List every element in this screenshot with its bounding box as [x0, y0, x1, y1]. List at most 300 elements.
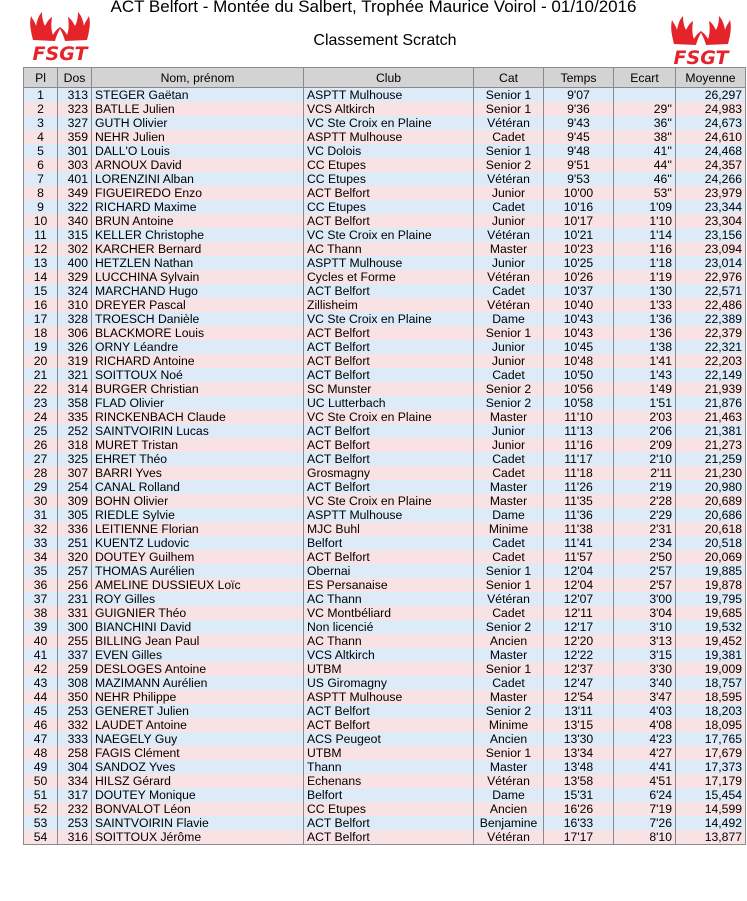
- time-cell: 11'41: [544, 536, 614, 550]
- rank-cell: 21: [24, 368, 58, 382]
- category-cell: Senior 2: [474, 382, 544, 396]
- club-cell: Non licencié: [304, 620, 474, 634]
- table-row: [24, 732, 746, 746]
- gap-cell: 29'': [614, 102, 676, 116]
- table-row: [24, 158, 746, 172]
- gap-cell: 2'19: [614, 480, 676, 494]
- category-cell: Cadet: [474, 200, 544, 214]
- logo-text: FSGT: [673, 47, 729, 66]
- club-cell: VC Ste Croix en Plaine: [304, 410, 474, 424]
- category-cell: Dame: [474, 312, 544, 326]
- table-row: [24, 690, 746, 704]
- table-row: [24, 102, 746, 116]
- category-cell: Ancien: [474, 802, 544, 816]
- table-row: [24, 326, 746, 340]
- time-cell: 13'58: [544, 774, 614, 788]
- rank-cell: 24: [24, 410, 58, 424]
- fsgt-logo-icon: [668, 14, 734, 66]
- table-row: [24, 88, 746, 103]
- average-cell: 18,595: [676, 690, 746, 704]
- category-cell: Junior: [474, 256, 544, 270]
- average-cell: 20,518: [676, 536, 746, 550]
- category-cell: Cadet: [474, 550, 544, 564]
- bib-cell: 317: [58, 788, 92, 802]
- table-row: [24, 312, 746, 326]
- name-cell: KUENTZ Ludovic: [92, 536, 304, 550]
- name-cell: EHRET Théo: [92, 452, 304, 466]
- club-cell: AC Thann: [304, 592, 474, 606]
- category-cell: Junior: [474, 214, 544, 228]
- club-cell: VCS Altkirch: [304, 102, 474, 116]
- table-row: [24, 130, 746, 144]
- time-cell: 10'45: [544, 340, 614, 354]
- name-cell: BIANCHINI David: [92, 620, 304, 634]
- rank-cell: 14: [24, 270, 58, 284]
- bib-cell: 333: [58, 732, 92, 746]
- rank-cell: 47: [24, 732, 58, 746]
- bib-cell: 322: [58, 200, 92, 214]
- category-cell: Senior 2: [474, 620, 544, 634]
- rank-cell: 8: [24, 186, 58, 200]
- table-row: [24, 200, 746, 214]
- rank-cell: 42: [24, 662, 58, 676]
- category-cell: Master: [474, 242, 544, 256]
- bib-cell: 321: [58, 368, 92, 382]
- gap-cell: 1'14: [614, 228, 676, 242]
- bib-cell: 254: [58, 480, 92, 494]
- average-cell: 22,976: [676, 270, 746, 284]
- club-cell: ACT Belfort: [304, 718, 474, 732]
- rank-cell: 19: [24, 340, 58, 354]
- club-cell: ACT Belfort: [304, 326, 474, 340]
- category-cell: Vétéran: [474, 228, 544, 242]
- time-cell: 12'47: [544, 676, 614, 690]
- gap-cell: 1'36: [614, 312, 676, 326]
- category-cell: Master: [474, 410, 544, 424]
- rank-cell: 44: [24, 690, 58, 704]
- rank-cell: 37: [24, 592, 58, 606]
- category-cell: Dame: [474, 788, 544, 802]
- average-cell: 22,149: [676, 368, 746, 382]
- time-cell: 12'37: [544, 662, 614, 676]
- column-header-dos: Dos: [58, 68, 92, 88]
- rank-cell: 4: [24, 130, 58, 144]
- rank-cell: 6: [24, 158, 58, 172]
- gap-cell: 2'57: [614, 564, 676, 578]
- table-row: [24, 354, 746, 368]
- table-row: [24, 816, 746, 830]
- category-cell: Ancien: [474, 634, 544, 648]
- club-cell: ACT Belfort: [304, 340, 474, 354]
- club-cell: ACT Belfort: [304, 452, 474, 466]
- table-row: [24, 452, 746, 466]
- average-cell: 22,571: [676, 284, 746, 298]
- bib-cell: 350: [58, 690, 92, 704]
- time-cell: 16'26: [544, 802, 614, 816]
- bib-cell: 328: [58, 312, 92, 326]
- bib-cell: 334: [58, 774, 92, 788]
- fsgt-logo-icon: [27, 10, 93, 62]
- club-cell: ACT Belfort: [304, 354, 474, 368]
- gap-cell: 53'': [614, 186, 676, 200]
- time-cell: 10'37: [544, 284, 614, 298]
- gap-cell: 1'16: [614, 242, 676, 256]
- results-body: [24, 88, 746, 845]
- gap-cell: 3'15: [614, 648, 676, 662]
- table-row: [24, 340, 746, 354]
- club-cell: ACT Belfort: [304, 368, 474, 382]
- category-cell: Cadet: [474, 130, 544, 144]
- average-cell: 19,009: [676, 662, 746, 676]
- club-cell: Grosmagny: [304, 466, 474, 480]
- table-row: [24, 746, 746, 760]
- category-cell: Senior 2: [474, 158, 544, 172]
- category-cell: Senior 2: [474, 396, 544, 410]
- average-cell: 21,939: [676, 382, 746, 396]
- average-cell: 14,599: [676, 802, 746, 816]
- time-cell: 10'50: [544, 368, 614, 382]
- time-cell: 10'43: [544, 312, 614, 326]
- table-row: [24, 774, 746, 788]
- bib-cell: 327: [58, 116, 92, 130]
- bib-cell: 256: [58, 578, 92, 592]
- bib-cell: 305: [58, 508, 92, 522]
- table-row: [24, 382, 746, 396]
- name-cell: ORNY Léandre: [92, 340, 304, 354]
- category-cell: Vétéran: [474, 116, 544, 130]
- gap-cell: 1'10: [614, 214, 676, 228]
- name-cell: LAUDET Antoine: [92, 718, 304, 732]
- bib-cell: 340: [58, 214, 92, 228]
- average-cell: 24,266: [676, 172, 746, 186]
- gap-cell: 3'00: [614, 592, 676, 606]
- bib-cell: 329: [58, 270, 92, 284]
- bib-cell: 335: [58, 410, 92, 424]
- time-cell: 10'26: [544, 270, 614, 284]
- rank-cell: 27: [24, 452, 58, 466]
- time-cell: 13'11: [544, 704, 614, 718]
- club-cell: UTBM: [304, 662, 474, 676]
- gap-cell: 2'34: [614, 536, 676, 550]
- page-subtitle: Classement Scratch: [313, 32, 457, 49]
- rank-cell: 26: [24, 438, 58, 452]
- gap-cell: 1'41: [614, 354, 676, 368]
- category-cell: Vétéran: [474, 298, 544, 312]
- club-cell: ASPTT Mulhouse: [304, 256, 474, 270]
- average-cell: 20,686: [676, 508, 746, 522]
- rank-cell: 18: [24, 326, 58, 340]
- rank-cell: 49: [24, 760, 58, 774]
- average-cell: 18,203: [676, 704, 746, 718]
- rank-cell: 11: [24, 228, 58, 242]
- bib-cell: 252: [58, 424, 92, 438]
- table-row: [24, 606, 746, 620]
- gap-cell: 2'31: [614, 522, 676, 536]
- gap-cell: 1'09: [614, 200, 676, 214]
- table-row: [24, 634, 746, 648]
- gap-cell: 2'50: [614, 550, 676, 564]
- bib-cell: 231: [58, 592, 92, 606]
- average-cell: 20,980: [676, 480, 746, 494]
- bib-cell: 313: [58, 88, 92, 103]
- average-cell: 24,468: [676, 144, 746, 158]
- time-cell: 10'56: [544, 382, 614, 396]
- gap-cell: 41'': [614, 144, 676, 158]
- table-row: [24, 760, 746, 774]
- average-cell: 13,877: [676, 830, 746, 845]
- name-cell: HETZLEN Nathan: [92, 256, 304, 270]
- average-cell: 14,492: [676, 816, 746, 830]
- column-header-time: Temps: [544, 68, 614, 88]
- average-cell: 22,321: [676, 340, 746, 354]
- time-cell: 16'33: [544, 816, 614, 830]
- rank-cell: 39: [24, 620, 58, 634]
- average-cell: 23,094: [676, 242, 746, 256]
- bib-cell: 359: [58, 130, 92, 144]
- time-cell: 9'53: [544, 172, 614, 186]
- club-cell: UTBM: [304, 746, 474, 760]
- average-cell: 17,765: [676, 732, 746, 746]
- table-row: [24, 662, 746, 676]
- average-cell: 17,179: [676, 774, 746, 788]
- name-cell: RICHARD Maxime: [92, 200, 304, 214]
- club-cell: CC Etupes: [304, 158, 474, 172]
- bib-cell: 318: [58, 438, 92, 452]
- average-cell: 15,454: [676, 788, 746, 802]
- name-cell: DOUTEY Guilhem: [92, 550, 304, 564]
- gap-cell: 7'19: [614, 802, 676, 816]
- column-header-gap: Ecart: [614, 68, 676, 88]
- table-row: [24, 578, 746, 592]
- column-header-average: Moyenne: [676, 68, 746, 88]
- bib-cell: 302: [58, 242, 92, 256]
- average-cell: 21,381: [676, 424, 746, 438]
- table-row: [24, 508, 746, 522]
- bib-cell: 253: [58, 704, 92, 718]
- time-cell: 13'48: [544, 760, 614, 774]
- average-cell: 19,532: [676, 620, 746, 634]
- table-row: [24, 228, 746, 242]
- rank-cell: 48: [24, 746, 58, 760]
- table-row: [24, 256, 746, 270]
- rank-cell: 29: [24, 480, 58, 494]
- bib-cell: 337: [58, 648, 92, 662]
- table-row: [24, 116, 746, 130]
- table-row: [24, 550, 746, 564]
- club-cell: ACT Belfort: [304, 214, 474, 228]
- gap-cell: 1'18: [614, 256, 676, 270]
- club-cell: VC Montbéliard: [304, 606, 474, 620]
- average-cell: 21,259: [676, 452, 746, 466]
- rank-cell: 36: [24, 578, 58, 592]
- time-cell: 12'11: [544, 606, 614, 620]
- bib-cell: 307: [58, 466, 92, 480]
- gap-cell: 3'40: [614, 676, 676, 690]
- name-cell: BILLING Jean Paul: [92, 634, 304, 648]
- rank-cell: 7: [24, 172, 58, 186]
- name-cell: DOUTEY Monique: [92, 788, 304, 802]
- club-cell: Obernai: [304, 564, 474, 578]
- rank-cell: 23: [24, 396, 58, 410]
- average-cell: 17,679: [676, 746, 746, 760]
- name-cell: SOITTOUX Noé: [92, 368, 304, 382]
- gap-cell: 2'09: [614, 438, 676, 452]
- table-row: [24, 298, 746, 312]
- average-cell: 26,297: [676, 88, 746, 103]
- table-row: [24, 172, 746, 186]
- time-cell: 10'16: [544, 200, 614, 214]
- name-cell: LUCCHINA Sylvain: [92, 270, 304, 284]
- rank-cell: 2: [24, 102, 58, 116]
- club-cell: CC Etupes: [304, 802, 474, 816]
- name-cell: SAINTVOIRIN Lucas: [92, 424, 304, 438]
- club-cell: Belfort: [304, 536, 474, 550]
- category-cell: Junior: [474, 340, 544, 354]
- category-cell: Senior 1: [474, 578, 544, 592]
- name-cell: BLACKMORE Louis: [92, 326, 304, 340]
- club-cell: MJC Buhl: [304, 522, 474, 536]
- gap-cell: 1'36: [614, 326, 676, 340]
- rank-cell: 51: [24, 788, 58, 802]
- category-cell: Junior: [474, 186, 544, 200]
- table-row: [24, 494, 746, 508]
- gap-cell: 2'11: [614, 466, 676, 480]
- category-cell: Vétéran: [474, 774, 544, 788]
- table-row: [24, 802, 746, 816]
- rank-cell: 53: [24, 816, 58, 830]
- time-cell: 10'21: [544, 228, 614, 242]
- category-cell: Senior 1: [474, 88, 544, 103]
- category-cell: Master: [474, 648, 544, 662]
- bib-cell: 309: [58, 494, 92, 508]
- rank-cell: 13: [24, 256, 58, 270]
- time-cell: 11'16: [544, 438, 614, 452]
- table-row: [24, 536, 746, 550]
- name-cell: HILSZ Gérard: [92, 774, 304, 788]
- category-cell: Cadet: [474, 606, 544, 620]
- gap-cell: 1'19: [614, 270, 676, 284]
- bib-cell: 326: [58, 340, 92, 354]
- name-cell: ARNOUX David: [92, 158, 304, 172]
- table-row: [24, 410, 746, 424]
- time-cell: 10'43: [544, 326, 614, 340]
- club-cell: VCS Altkirch: [304, 648, 474, 662]
- name-cell: BATLLE Julien: [92, 102, 304, 116]
- time-cell: 11'57: [544, 550, 614, 564]
- bib-cell: 300: [58, 620, 92, 634]
- rank-cell: 20: [24, 354, 58, 368]
- category-cell: Master: [474, 480, 544, 494]
- name-cell: MARCHAND Hugo: [92, 284, 304, 298]
- table-row: [24, 284, 746, 298]
- rank-cell: 32: [24, 522, 58, 536]
- table-row: [24, 214, 746, 228]
- name-cell: SAINTVOIRIN Flavie: [92, 816, 304, 830]
- category-cell: Master: [474, 494, 544, 508]
- category-cell: Vétéran: [474, 592, 544, 606]
- bib-cell: 319: [58, 354, 92, 368]
- club-cell: ACT Belfort: [304, 186, 474, 200]
- club-cell: Zillisheim: [304, 298, 474, 312]
- table-row: [24, 522, 746, 536]
- club-cell: Belfort: [304, 788, 474, 802]
- club-cell: CC Etupes: [304, 200, 474, 214]
- bib-cell: 301: [58, 144, 92, 158]
- club-cell: ASPTT Mulhouse: [304, 88, 474, 103]
- average-cell: 19,795: [676, 592, 746, 606]
- time-cell: 10'25: [544, 256, 614, 270]
- time-cell: 9'45: [544, 130, 614, 144]
- column-header-pl: Pl: [24, 68, 58, 88]
- club-cell: ACT Belfort: [304, 550, 474, 564]
- average-cell: 23,979: [676, 186, 746, 200]
- average-cell: 22,389: [676, 312, 746, 326]
- table-row: [24, 438, 746, 452]
- gap-cell: 3'10: [614, 620, 676, 634]
- club-cell: Echenans: [304, 774, 474, 788]
- rank-cell: 52: [24, 802, 58, 816]
- club-cell: ACT Belfort: [304, 438, 474, 452]
- table-row: [24, 368, 746, 382]
- column-header-name: Nom, prénom: [92, 68, 304, 88]
- name-cell: AMELINE DUSSIEUX Loïc: [92, 578, 304, 592]
- gap-cell: 4'27: [614, 746, 676, 760]
- rank-cell: 3: [24, 116, 58, 130]
- gap-cell: 1'49: [614, 382, 676, 396]
- gap-cell: 4'08: [614, 718, 676, 732]
- table-row: [24, 186, 746, 200]
- name-cell: GUTH Olivier: [92, 116, 304, 130]
- name-cell: BOHN Olivier: [92, 494, 304, 508]
- club-cell: ACT Belfort: [304, 830, 474, 845]
- name-cell: CANAL Rolland: [92, 480, 304, 494]
- bib-cell: 400: [58, 256, 92, 270]
- name-cell: SANDOZ Yves: [92, 760, 304, 774]
- gap-cell: 4'23: [614, 732, 676, 746]
- column-header-cat: Cat: [474, 68, 544, 88]
- category-cell: Vétéran: [474, 172, 544, 186]
- gap-cell: 46'': [614, 172, 676, 186]
- gap-cell: 38'': [614, 130, 676, 144]
- time-cell: 12'07: [544, 592, 614, 606]
- name-cell: DALL'O Louis: [92, 144, 304, 158]
- rank-cell: 41: [24, 648, 58, 662]
- time-cell: 11'26: [544, 480, 614, 494]
- bib-cell: 310: [58, 298, 92, 312]
- gap-cell: 1'33: [614, 298, 676, 312]
- time-cell: 12'22: [544, 648, 614, 662]
- bib-cell: 304: [58, 760, 92, 774]
- rank-cell: 1: [24, 88, 58, 103]
- name-cell: KARCHER Bernard: [92, 242, 304, 256]
- results-table: [23, 67, 746, 845]
- time-cell: 11'17: [544, 452, 614, 466]
- time-cell: 9'07: [544, 88, 614, 103]
- column-header-club: Club: [304, 68, 474, 88]
- category-cell: Junior: [474, 354, 544, 368]
- gap-cell: 8'10: [614, 830, 676, 845]
- category-cell: Senior 1: [474, 746, 544, 760]
- bib-cell: 314: [58, 382, 92, 396]
- table-row: [24, 592, 746, 606]
- time-cell: 13'34: [544, 746, 614, 760]
- average-cell: 22,203: [676, 354, 746, 368]
- time-cell: 10'48: [544, 354, 614, 368]
- average-cell: 22,486: [676, 298, 746, 312]
- table-row: [24, 648, 746, 662]
- rank-cell: 28: [24, 466, 58, 480]
- gap-cell: 2'03: [614, 410, 676, 424]
